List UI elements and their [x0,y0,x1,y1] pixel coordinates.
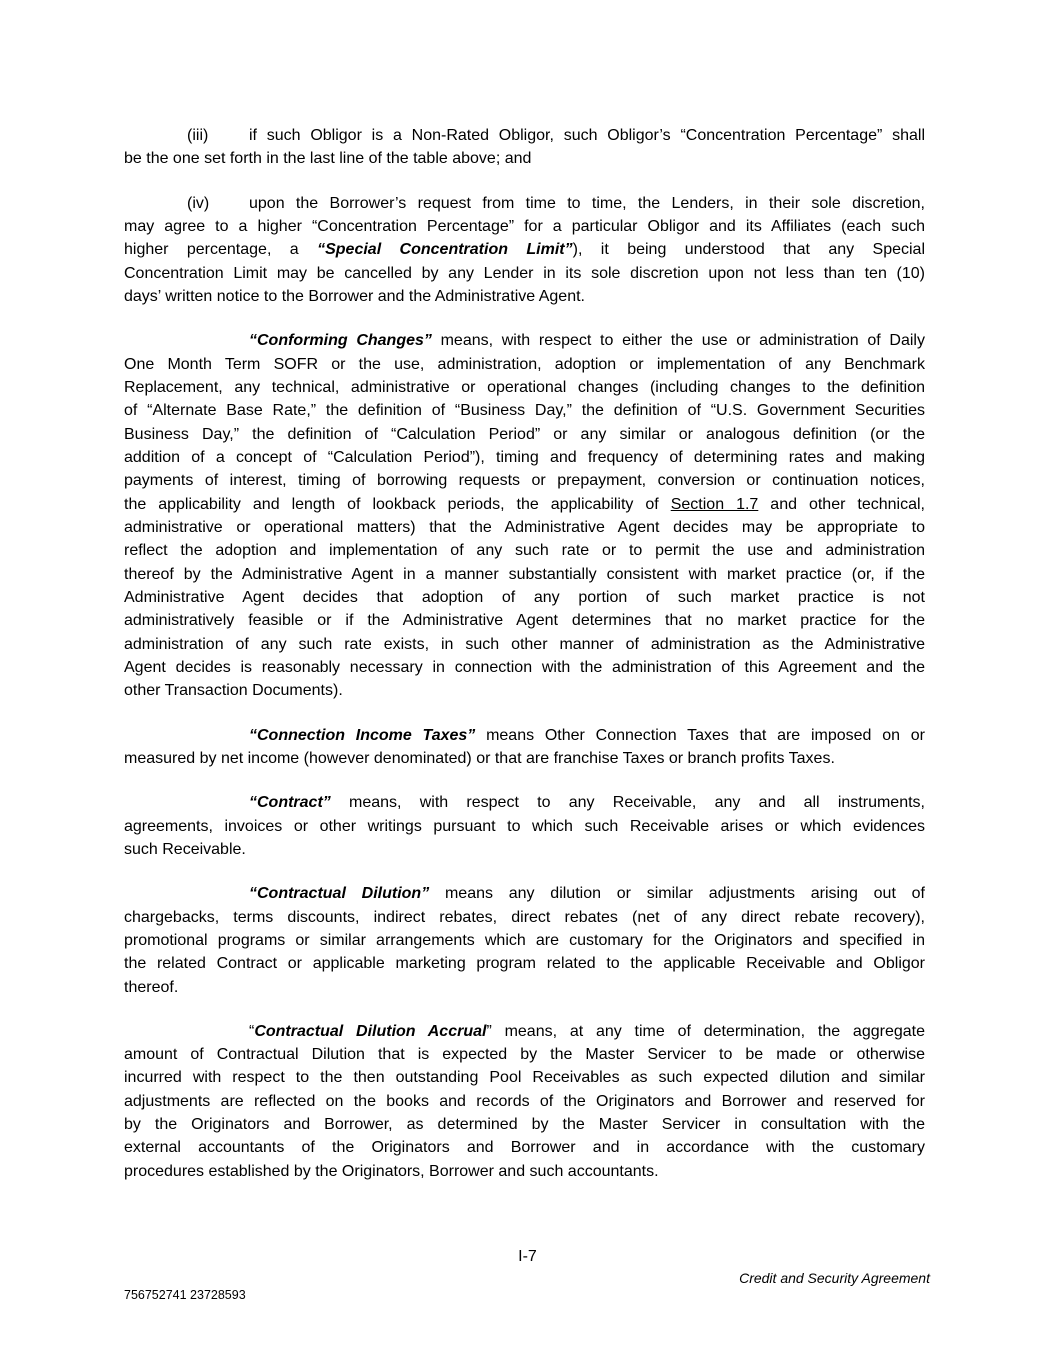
section-reference: Section 1.7 [670,495,759,513]
definition-text: reflect the adoption and implementation of any such rate or to permit the use and administration [124,542,925,560]
definition-text: by the Originators and Borrower, as determined by the Master Servicer in consultation with the [124,1116,925,1134]
definition-line [124,882,925,905]
clause-iii-text: if such Obligor is a Non-Rated Obligor, such Obligor’s “Concentration Percentage” shall [249,127,925,144]
defined-term: “Contractual Dilution” [249,885,430,903]
definition-text: such Receivable. [124,840,246,858]
clause-iii-line [124,124,925,147]
definition-contractual-dilution-accrual [124,1020,925,1183]
defined-term: “Contract” [249,794,331,812]
definition-line [124,1020,925,1043]
definition-conforming-changes [124,329,925,702]
definition-text: means any dilution or similar adjustments arising out of [429,885,925,903]
clause-iv-text: Concentration Limit may be cancelled by any Lender in its sole discretion upon not less than ten (10) [124,264,925,282]
definition-line [124,329,925,352]
clause-iv-line [124,238,925,261]
definition-text: measured by net income (however denominated) or that are franchise Taxes or branch profits Taxes. [124,749,835,767]
definition-connection-income-taxes [124,724,925,771]
definition-text: the related Contract or applicable marketing program related to the applicable Receivable and Obligor [124,955,925,973]
clause-iv [124,192,925,309]
definition-text: incurred with respect to the then outstanding Pool Receivables as such expected dilution and similar [124,1069,925,1087]
definition-text: the applicability and length of lookback periods, the applicability of [124,495,671,513]
definition-text: Agent decides is reasonably necessary in connection with the administration of this Agreement and the [124,658,925,676]
definition-text: ” means, at any time of determination, the aggregate [486,1022,925,1040]
open-quote: “ [249,1022,255,1040]
definition-text: payments of interest, timing of borrowing requests or prepayment, conversion or continuation notices, [124,472,925,490]
definition-text: promotional programs or similar arrangements which are customary for the Originators and specified in [124,931,925,949]
definition-text: chargebacks, terms discounts, indirect rebates, direct rebates (net of any direct rebate recovery), [124,908,925,926]
definition-text: One Month Term SOFR or the use, administration, adoption or implementation of any Benchmark [124,355,925,373]
clause-label: (iv) [187,194,210,212]
definition-text: means Other Connection Taxes that are imposed on or [475,726,926,744]
definition-text: Replacement, any technical, administrative or operational changes (including changes to the definition [124,378,925,396]
clause-iv-line [124,192,925,215]
definition-text: means, with respect to any Receivable, any and all instruments, [330,794,925,812]
clause-iii [124,124,925,171]
clause-iv-text: ), it being understood that any Special [572,241,926,259]
definition-text: other Transaction Documents). [124,682,343,700]
defined-term: “Conforming Changes” [249,332,432,350]
definition-text: addition of a concept of “Calculation Period”), timing and frequency of determining rates and making [124,448,925,466]
definition-line [124,493,925,516]
definition-text: adjustments are reflected on the books and records of the Originators and Borrower and reserved for [124,1092,925,1110]
definition-text: and other technical, [758,495,925,513]
definition-text: administrative or operational matters) that the Administrative Agent decides may be appropriate to [124,518,925,536]
clause-iv-text: may agree to a higher “Concentration Percentage” for a particular Obligor and its Affiliates (each such [124,217,925,235]
clause-label: (iii) [187,127,209,144]
document-body [124,124,925,1204]
definition-text: thereof. [124,978,179,996]
definition-text: Business Day,” the definition of “Calculation Period” or any similar or analogous definition (or the [124,425,925,443]
definition-text: Administrative Agent decides that adoption of any portion of such market practice is not [124,588,925,606]
document-id: 756752741 23728593 [124,1288,246,1302]
page-number: I-7 [518,1248,537,1265]
definition-text: administratively feasible or if the Administrative Agent determines that no market practice for the [124,612,925,630]
definition-contract [124,791,925,861]
definition-text: procedures established by the Originators, Borrower and such accountants. [124,1162,659,1180]
definition-text: means, with respect to either the use or administration of Daily [431,332,925,350]
defined-term: Contractual Dilution Accrual [254,1022,487,1040]
clause-iv-text: higher percentage, a [124,241,318,259]
definition-text: agreements, invoices or other writings pursuant to which such Receivable arises or which evidences [124,817,925,835]
definition-text: of “Alternate Base Rate,” the definition of “Business Day,” the definition of “U.S. Government Securities [124,402,925,420]
clause-iv-text: upon the Borrower’s request from time to time, the Lenders, in their sole discretion, [249,194,925,212]
definition-text: thereof by the Administrative Agent in a manner substantially consistent with market practice (or, if the [124,565,925,583]
definition-line [124,791,925,814]
definition-line [124,724,925,747]
clause-iv-text: days’ written notice to the Borrower and the Administrative Agent. [124,287,585,305]
defined-term: “Special Concentration Limit” [317,241,573,259]
defined-term: “Connection Income Taxes” [249,726,476,744]
definition-text: amount of Contractual Dilution that is expected by the Master Servicer to be made or otherwise [124,1046,925,1064]
clause-iii-text: be the one set forth in the last line of the table above; and [124,150,532,168]
definition-text: external accountants of the Originators and Borrower and in accordance with the customary [124,1139,925,1157]
definition-contractual-dilution [124,882,925,999]
definition-text: administration of any such rate exists, in such other manner of administration as the Administrative [124,635,925,653]
footer-document-title: Credit and Security Agreement [739,1270,930,1286]
